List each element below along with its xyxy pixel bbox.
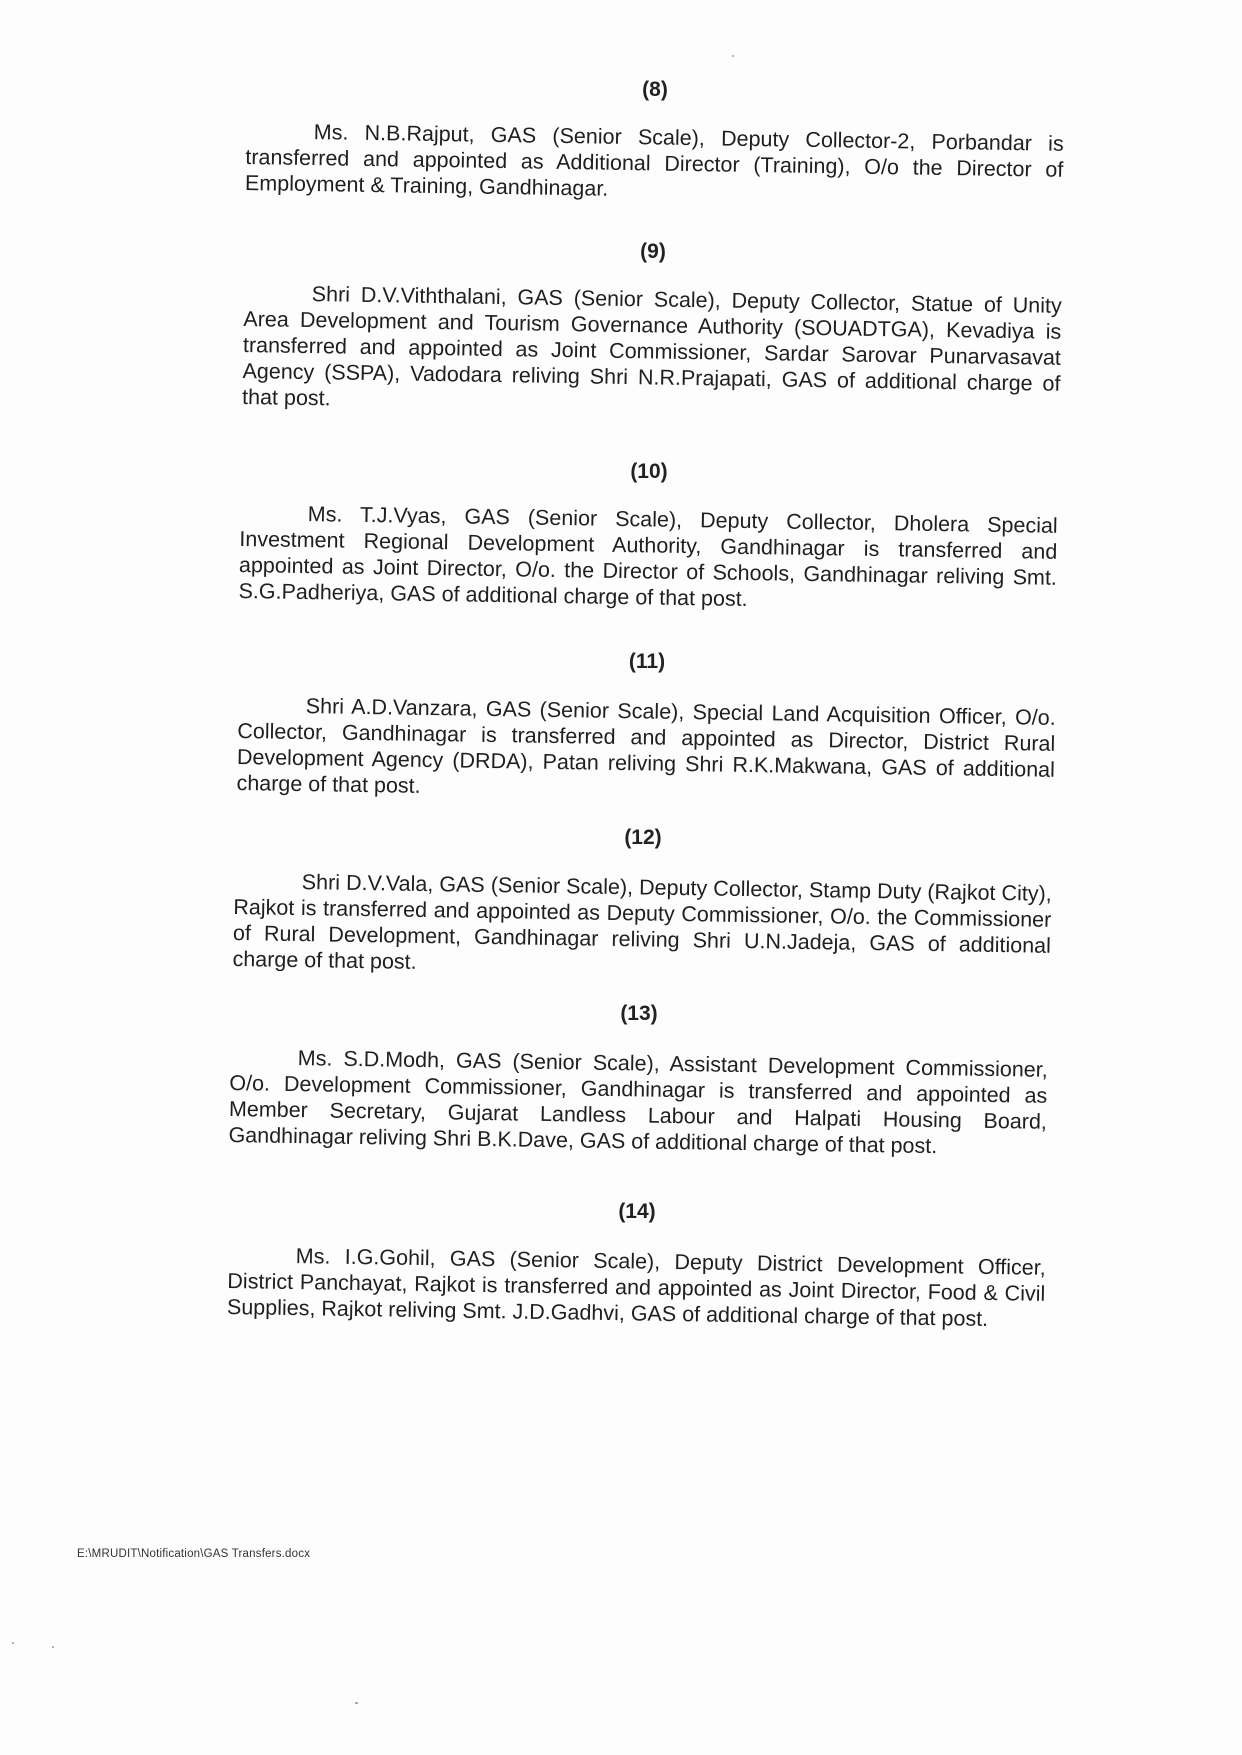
scan-speck [12,1642,14,1644]
section-text: Ms. T.J.Vyas, GAS (Senior Scale), Deputy Collector, Dholera Special Investment Regional Development Authority, Gandhinagar is transferred and appointed as Joint Director, O/o. the Director of Schools, Gandhinagar reliving Smt. S.G.Padheriya, GAS of additional charge of that post. [238,502,1058,611]
section-text: Shri D.V.Vala, GAS (Senior Scale), Deputy Collector, Stamp Duty (Rajkot City), Rajkot is transferred and appointed as Deputy Commissioner, O/o. the Commissioner of Rural Development, Gandhinagar reliving Shri U.N.Jadeja, GAS of additional charge of that post. [232,870,1052,974]
scan-speck [732,55,734,57]
scan-speck [355,1702,358,1704]
section-number: (9) [640,240,666,263]
section-number: (8) [642,78,668,101]
section-text: Ms. S.D.Modh, GAS (Senior Scale), Assistant Development Commissioner, O/o. Development Commissioner, Gandhinagar is transferred and appointed as Member Secretary, Gujarat Landless Labour and Halpati Housing Board, Gandhinagar reliving Shri B.K.Dave, GAS of additional charge of that post. [228,1046,1048,1159]
section-number: (12) [624,826,662,849]
section-text: Ms. N.B.Rajput, GAS (Senior Scale), Deputy Collector-2, Porbandar is transferred and appointed as Additional Director (Training), O/o the Director of Employment & Training, Gandhinagar. [244,120,1064,201]
section-text: Shri A.D.Vanzara, GAS (Senior Scale), Special Land Acquisition Officer, O/o. Collector, Gandhinagar is transferred and appointed as Director, District Rural Development Agency (DRDA), Patan reliving Shri R.K.Makwana, GAS of additional charge of that post. [236,694,1056,798]
section-number: (13) [620,1002,658,1025]
section-number: (14) [618,1200,656,1223]
scan-speck [52,1646,54,1648]
section-number: (10) [630,460,668,483]
section-text: Shri D.V.Viththalani, GAS (Senior Scale), Deputy Collector, Statue of Unity Area Development and Tourism Governance Authority (SOUADTGA), Kevadiya is transferred and appointed as Joint Commissioner, Sardar Sarovar Punarvasavat Agency (SSPA), Vadodara reliving Shri N.R.Prajapati, GAS of additional charge of that post. [241,282,1062,411]
section-text: Ms. I.G.Gohil, GAS (Senior Scale), Deputy District Development Officer, District Panchayat, Rajkot is transferred and appointed as Joint Director, Food & Civil Supplies, Rajkot reliving Smt. J.D.Gadhvi, GAS of additional charge of that post. [226,1244,1046,1331]
section-number: (11) [628,650,666,673]
footer-file-path: E:\MRUDIT\Notification\GAS Transfers.docx [77,1548,311,1560]
